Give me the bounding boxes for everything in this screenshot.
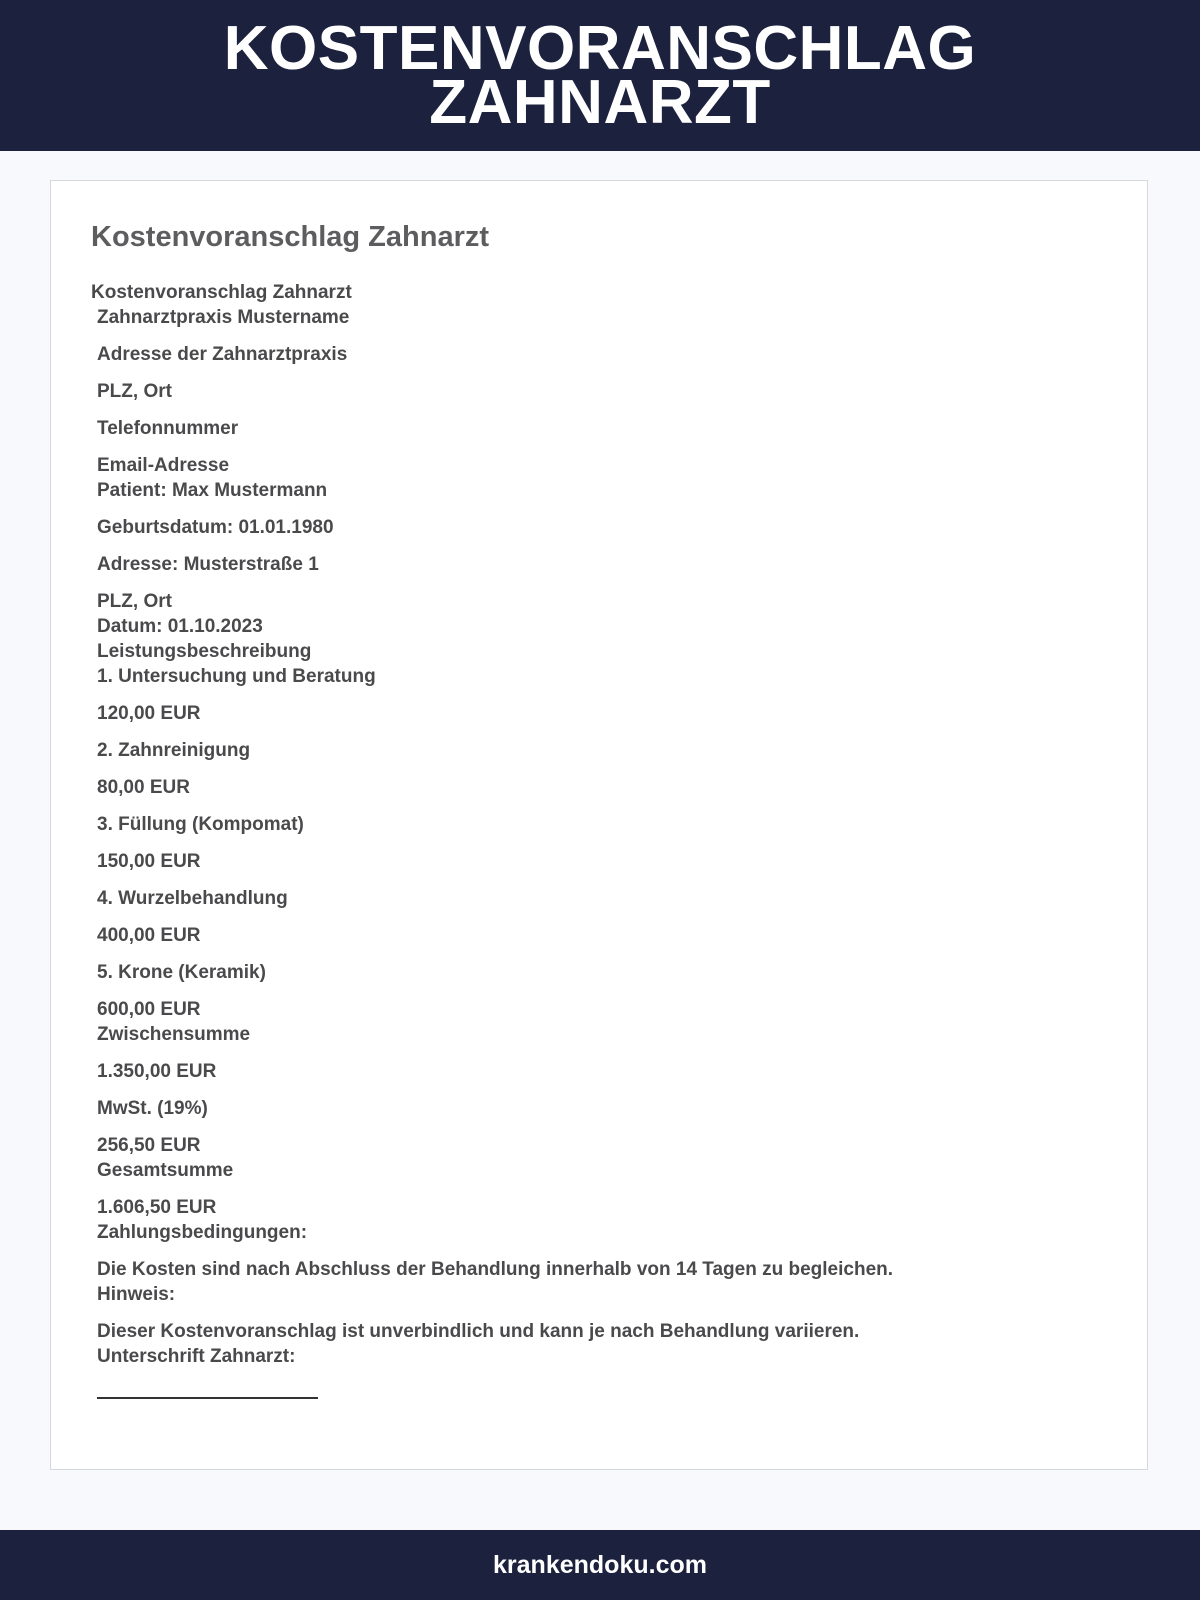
practice-email: Email-Adresse — [97, 455, 230, 476]
service-name: 5. Krone (Keramik) — [97, 962, 266, 983]
practice-phone: Telefonnummer — [97, 418, 239, 439]
practice-city: PLZ, Ort — [97, 381, 172, 402]
subtotal-value: 1.350,00 EUR — [97, 1061, 217, 1082]
service-price: 80,00 EUR — [97, 777, 190, 798]
patient-address: Adresse: Musterstraße 1 — [97, 554, 319, 575]
document-date: Datum: 01.10.2023 — [97, 616, 263, 637]
service-name: 4. Wurzelbehandlung — [97, 888, 288, 909]
payment-label: Zahlungsbedingungen: — [97, 1222, 308, 1243]
page-footer — [0, 1530, 1200, 1600]
vat-label: MwSt. (19%) — [97, 1098, 208, 1119]
patient-city: PLZ, Ort — [97, 591, 172, 612]
signature-label: Unterschrift Zahnarzt: — [97, 1346, 296, 1367]
footer-site-name: krankendoku.com — [493, 1550, 707, 1579]
subtotal-label: Zwischensumme — [97, 1024, 251, 1045]
service-name: 1. Untersuchung und Beratung — [97, 666, 376, 687]
signature-line — [97, 1397, 318, 1399]
patient-birthdate: Geburtsdatum: 01.01.1980 — [97, 517, 334, 538]
service-price: 400,00 EUR — [97, 925, 201, 946]
doc-title: Kostenvoranschlag Zahnarzt — [91, 282, 352, 303]
total-label: Gesamtsumme — [97, 1160, 234, 1181]
patient-name: Patient: Max Mustermann — [97, 480, 328, 501]
page-header — [0, 0, 1200, 151]
header-title: KOSTENVORANSCHLAG ZAHNARZT — [223, 13, 977, 137]
practice-name: Zahnarztpraxis Mustername — [97, 307, 350, 328]
card-title: Kostenvoranschlag Zahnarzt — [91, 221, 490, 253]
note-text: Dieser Kostenvoranschlag ist unverbindlich und kann je nach Behandlung variieren. — [97, 1321, 860, 1342]
service-name: 3. Füllung (Kompomat) — [97, 814, 304, 835]
document-body — [91, 282, 1091, 1399]
total-value: 1.606,50 EUR — [97, 1197, 217, 1218]
service-price: 150,00 EUR — [97, 851, 201, 872]
service-name: 2. Zahnreinigung — [97, 740, 251, 761]
payment-text: Die Kosten sind nach Abschluss der Behandlung innerhalb von 14 Tagen zu begleichen. — [97, 1259, 894, 1280]
service-price: 120,00 EUR — [97, 703, 201, 724]
document-card — [50, 180, 1148, 1470]
services-heading: Leistungsbeschreibung — [97, 641, 312, 662]
practice-address: Adresse der Zahnarztpraxis — [97, 344, 348, 365]
note-label: Hinweis: — [97, 1284, 176, 1305]
service-price: 600,00 EUR — [97, 999, 201, 1020]
vat-value: 256,50 EUR — [97, 1135, 201, 1156]
